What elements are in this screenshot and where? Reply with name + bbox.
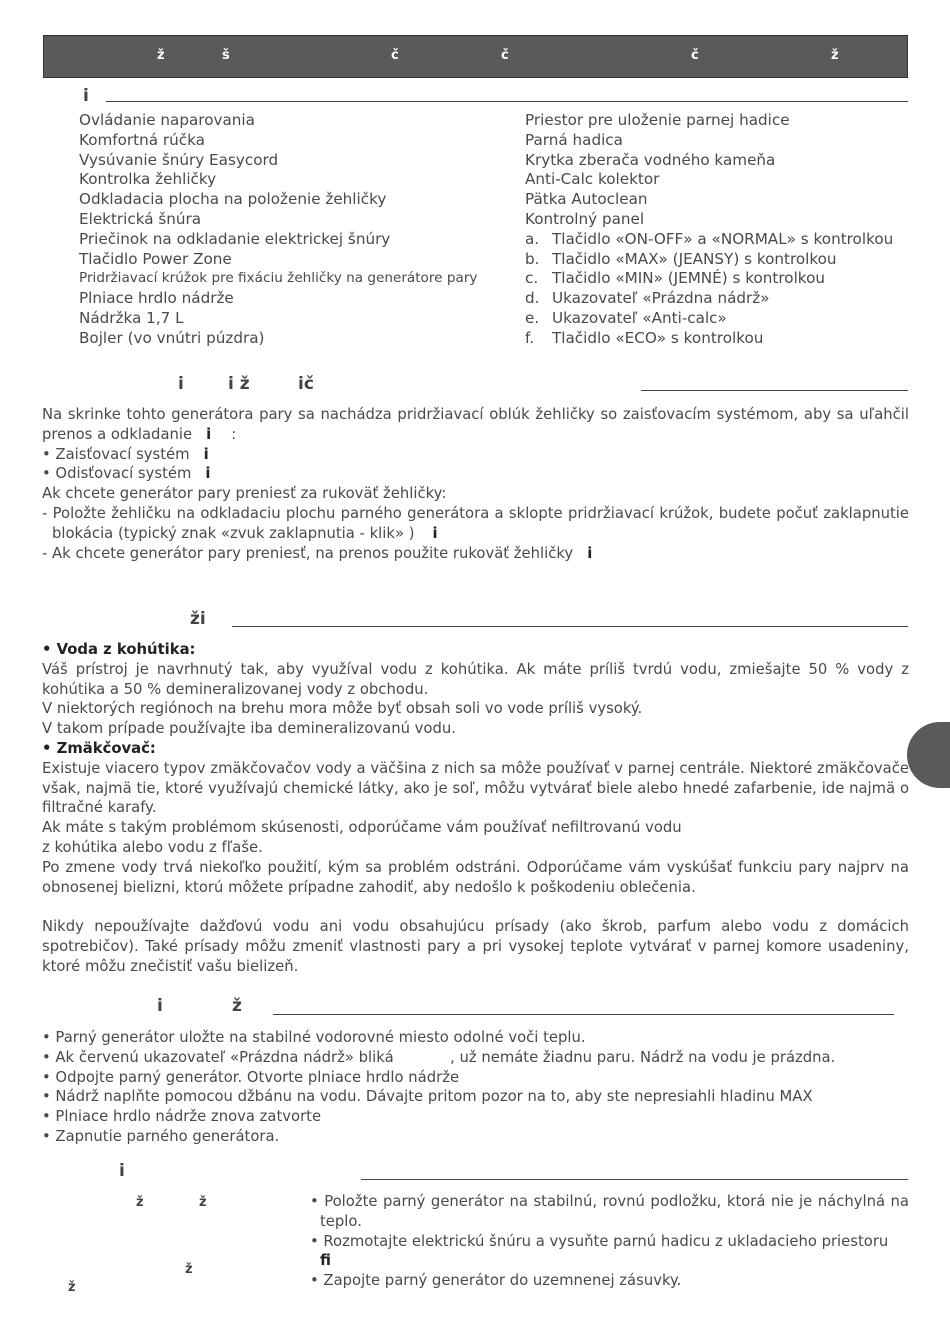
list-item: Pridržiavací krúžok pre fixáciu žehličky na generátore pary xyxy=(79,270,478,287)
item-text: Tlačidlo «MIN» (JEMNÉ) s kontrolkou xyxy=(552,269,825,288)
list-item: • Nádrž naplňte pomocou džbánu na vodu. Dávajte pritom pozor na to, aby ste nepresiahli hladinu MAX xyxy=(42,1088,813,1106)
item-text: Ukazovateľ «Prázdna nádrž» xyxy=(552,289,770,308)
heading-glyph: i xyxy=(157,996,163,1016)
banner-glyph: š xyxy=(222,48,230,63)
list-item: Komfortná rúčka xyxy=(79,130,205,149)
subheading: • Zmäkčovač: xyxy=(42,739,156,757)
water-section xyxy=(42,640,909,977)
warning-paragraph: Nikdy nepoužívajte dažďovú vodu ani vodu obsahujúcu prísady (ako škrob, parfum alebo vodu z domácich spotrebičov). Také prísady môžu zmeniť vlastnosti pary a pri vysokej teplote vytvárať v parnej komore usadeniny, ktoré môžu znečistiť vašu bielizeň. xyxy=(42,918,909,975)
list-item: - Ak chcete generátor pary preniesť, na prenos použite rukoväť žehličky i xyxy=(42,544,593,562)
banner-glyph: ž xyxy=(831,48,839,63)
parts-list-right xyxy=(525,111,893,349)
list-item: Nádržka 1,7 L xyxy=(79,308,184,327)
paragraph: V niektorých regiónoch na brehu mora môže byť obsah soli vo vode príliš vysoký. xyxy=(42,700,643,718)
list-item: Kontrolka žehličky xyxy=(79,170,217,189)
list-item: Vysúvanie šnúry Easycord xyxy=(79,150,279,169)
list-item: Bojler (vo vnútri púzdra) xyxy=(79,328,265,347)
item-label: e. xyxy=(525,308,540,327)
control-panel-item xyxy=(525,269,893,289)
control-panel-item xyxy=(525,289,893,309)
fragment: ž xyxy=(136,1195,144,1210)
list-item: • Položte parný generátor na stabilnú, rovnú podložku, ktorá nie je náchylná na teplo. xyxy=(310,1193,909,1230)
section5-heading: i xyxy=(119,1161,125,1181)
list-item: Odkladacia plocha na položenie žehličky xyxy=(79,190,387,209)
heading-rule xyxy=(641,390,908,391)
control-panel-item xyxy=(525,230,893,250)
list-item: • Zapojte parný generátor do uzemnenej zásuvky. xyxy=(310,1272,682,1290)
control-panel-item xyxy=(525,329,893,349)
fragment: i xyxy=(432,524,438,542)
paragraph: Ak máte s takým problémom skúsenosti, odporúčame vám používať nefiltrovanú vodu xyxy=(42,819,682,837)
heading-glyph: i xyxy=(178,374,184,394)
list-item: Priečinok na odkladanie elektrickej šnúry xyxy=(79,229,391,248)
filling-instructions xyxy=(42,1028,909,1147)
heading-glyph: ž xyxy=(232,996,242,1016)
item-label: c. xyxy=(525,269,539,288)
banner-glyph: č xyxy=(501,48,509,63)
fragment: i xyxy=(587,544,593,562)
list-item: Ovládanie naparovania xyxy=(79,111,255,129)
list-item: • Ak červenú ukazovateľ «Prázdna nádrž» bliká , už nemáte žiadnu paru. Nádrž na vodu je prázdna. xyxy=(42,1048,836,1066)
item-text: Ukazovateľ «Anti-calc» xyxy=(552,308,727,327)
paragraph: Po zmene vody trvá niekoľko použití, kým sa problém odstráni. Odporúčame vám vyskúšať funkciu pary najprv na obnosenej bielizni, ktorú môžete prípadne zahodiť, aby nedošlo k poškodeniu oblečenia. xyxy=(42,858,909,896)
list-item: • Zaisťovací systém i xyxy=(42,445,209,463)
paragraph: Existuje viacero typov zmäkčovačov vody a väčšina z nich sa môže používať v parnej centrále. Niektoré zmäkčovače však, najmä tie, ktoré využívajú chemické látky, ako je soľ, môžu vytvárať biele alebo hnedé zafarbenie, ide najmä o filtračné karafy. xyxy=(42,759,909,817)
paragraph: Váš prístroj je navrhnutý tak, aby využíval vodu z kohútika. Ak máte príliš tvrdú vodu, zmiešajte 50 % vody z kohútika a 50 % demineralizovanej vody z obchodu. xyxy=(42,660,909,698)
list-item-continuation: ﬁ xyxy=(320,1252,331,1270)
list-item: Pätka Autoclean xyxy=(525,190,648,209)
fragment: ž xyxy=(68,1280,76,1295)
heading-glyph: i ž xyxy=(228,374,250,394)
paragraph: z kohútika alebo vodu z fľaše. xyxy=(42,838,263,856)
list-item: - Položte žehličku na odkladaciu plochu parného generátora a sklopte pridržiavací krúžok, budete počuť zaklapnutie blokácia (typický znak «zvuk zaklapnutia - klik» ) i xyxy=(42,504,909,542)
fragment: i xyxy=(205,465,211,483)
list-item: • Rozmotajte elektrickú šnúru a vysuňte parnú hadicu z ukladacieho priestoru xyxy=(310,1232,889,1250)
banner-glyph: ž xyxy=(157,48,165,63)
parts-list-left xyxy=(79,111,477,349)
list-item: • Zapnutie parného generátora. xyxy=(42,1127,280,1145)
section-banner xyxy=(43,35,908,78)
section4-heading xyxy=(157,996,277,1018)
item-label: b. xyxy=(525,249,540,268)
section1-heading: i xyxy=(83,86,89,106)
setup-instructions xyxy=(310,1192,909,1291)
fragment: ž xyxy=(185,1262,193,1277)
fragment: ž xyxy=(199,1195,207,1210)
section3-heading: ži xyxy=(190,609,206,629)
heading-rule xyxy=(232,626,908,627)
list-item: • Parný generátor uložte na stabilné vodorovné miesto odolné voči teplu. xyxy=(42,1029,586,1046)
carry-instructions xyxy=(42,405,909,563)
fragment: i xyxy=(203,445,209,463)
list-item: Priestor pre uloženie parnej hadice xyxy=(525,111,790,129)
item-text: Tlačidlo «ON-OFF» a «NORMAL» s kontrolkou xyxy=(552,229,894,248)
heading-glyph: ič xyxy=(298,374,314,394)
banner-glyph: č xyxy=(691,48,699,63)
item-label: a. xyxy=(525,229,540,248)
control-panel-item xyxy=(525,250,893,270)
paragraph: Ak chcete generátor pary preniesť za rukoväť žehličky: xyxy=(42,485,447,503)
item-text: Tlačidlo «ECO» s kontrolkou xyxy=(552,328,764,347)
item-label: f. xyxy=(525,328,535,347)
list-item: Plniace hrdlo nádrže xyxy=(79,289,234,308)
list-item: • Plniace hrdlo nádrže znova zatvorte xyxy=(42,1108,322,1126)
item-text: Tlačidlo «MAX» (JEANSY) s kontrolkou xyxy=(552,249,837,268)
list-item: Krytka zberača vodného kameňa xyxy=(525,150,776,169)
section2-heading xyxy=(178,374,378,396)
paragraph: V takom prípade používajte iba demineralizovanú vodu. xyxy=(42,720,456,738)
heading-rule xyxy=(361,1179,908,1180)
list-item: Parná hadica xyxy=(525,130,623,149)
fragment: : xyxy=(231,425,237,443)
list-item: • Odisťovací systém i xyxy=(42,465,211,483)
fragment: i xyxy=(206,425,212,443)
list-item: • Odpojte parný generátor. Otvorte plniace hrdlo nádrže xyxy=(42,1068,460,1086)
paragraph: Na skrinke tohto generátora pary sa nachádza pridržiavací oblúk žehličky so zaisťovacím systémom, aby sa uľahčil prenos a odkladanie i : xyxy=(42,406,909,443)
control-panel-item xyxy=(525,309,893,329)
item-label: d. xyxy=(525,289,540,308)
page-tab xyxy=(907,722,950,788)
heading-rule xyxy=(106,101,908,102)
list-item: Tlačidlo Power Zone xyxy=(79,249,232,268)
list-item: Kontrolný panel xyxy=(525,209,645,228)
subheading: • Voda z kohútika: xyxy=(42,641,196,658)
banner-glyph: č xyxy=(391,48,399,63)
heading-rule xyxy=(273,1014,894,1015)
list-item: Anti-Calc kolektor xyxy=(525,170,660,189)
list-item: Elektrická šnúra xyxy=(79,209,202,228)
